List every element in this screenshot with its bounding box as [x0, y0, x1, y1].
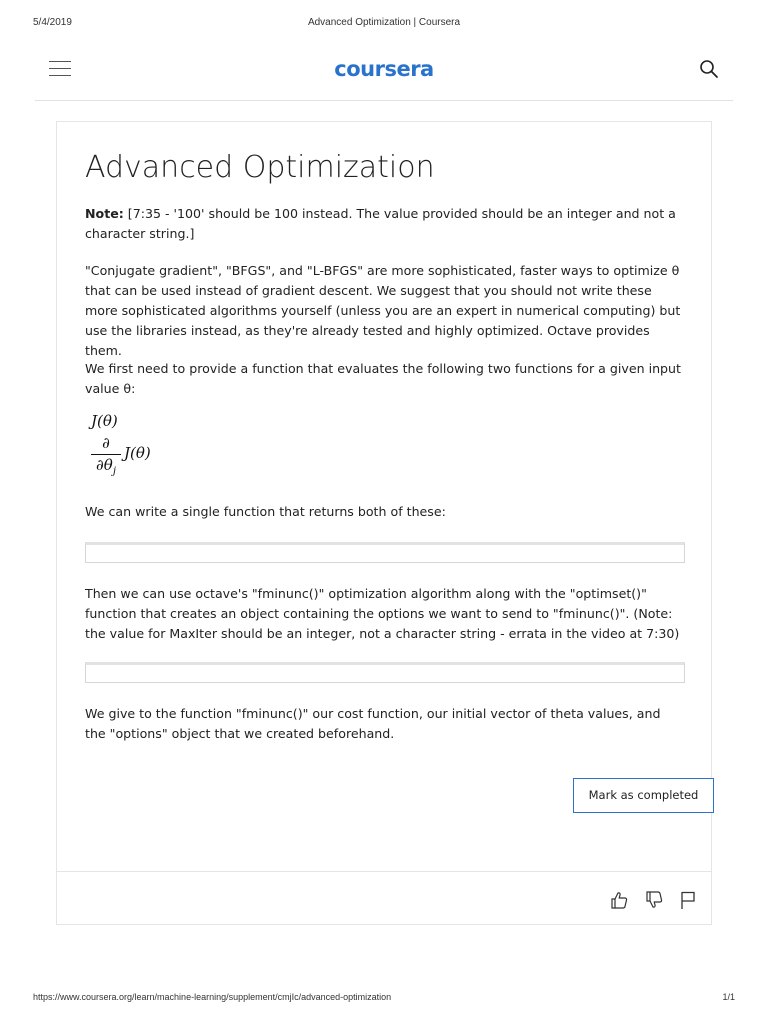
mark-as-completed-button[interactable]: Mark as completed: [573, 778, 714, 813]
coursera-logo[interactable]: coursera: [334, 57, 434, 81]
first-need-paragraph: We first need to provide a function that evaluates the following two functions for a given input value θ:: [85, 361, 681, 396]
supplement-card: [56, 121, 712, 925]
print-title: Advanced Optimization | Coursera: [307, 17, 461, 28]
note-paragraph: [85, 204, 685, 244]
page-url: https://www.coursera.org/learn/machine-learning/supplement/cmjIc/advanced-optimization: [33, 992, 392, 1002]
print-header: [0, 17, 768, 33]
search-icon[interactable]: [699, 59, 719, 79]
fraction-bar: [91, 454, 121, 455]
partial-denominator-text: ∂θ: [96, 456, 113, 474]
partial-cost-function: J(θ): [124, 444, 151, 462]
single-function-paragraph: We can write a single function that returns both of these:: [85, 504, 446, 519]
partial-subscript: j: [112, 466, 116, 477]
fminunc-paragraph: Then we can use octave's "fminunc()" optimization algorithm along with the "optimset()" function that creates an object containing the options we want to send to "fminunc()". (Note: the value for MaxIter should be an integer, not a character string - errata in the video at 7:30): [85, 586, 680, 641]
print-date: 5/4/2019: [33, 17, 72, 28]
flag-icon[interactable]: [678, 890, 698, 910]
card-footer: [57, 871, 711, 926]
partial-numerator: ∂: [102, 434, 110, 452]
math-formulas: [91, 412, 211, 482]
page-title: Advanced Optimization: [85, 150, 435, 185]
intro-paragraph: "Conjugate gradient", "BFGS", and "L-BFGS" are more sophisticated, faster ways to optimize θ that can be used instead of gradient descent. We suggest that you should not write these more sophisticated algorithms yourself (unless you are an expert in numerical computing) but use the libraries instead, as they're already tested and highly optimized. Octave provides them.: [85, 263, 681, 358]
note-text: [7:35 - '100' should be 100 instead. The value provided should be an integer and not a character string.]: [85, 206, 676, 241]
page-count: 1/1: [722, 992, 735, 1002]
code-block-optimset[interactable]: [85, 662, 685, 683]
partial-denominator: [91, 456, 121, 477]
thumbs-up-icon[interactable]: [609, 890, 629, 910]
thumbs-down-icon[interactable]: [644, 890, 664, 910]
top-navigation-bar: [35, 50, 733, 101]
cost-function-formula: J(θ): [91, 412, 118, 430]
note-label: Note:: [85, 206, 124, 221]
code-block-cost-function[interactable]: [85, 542, 685, 563]
options-paragraph: We give to the function "fminunc()" our cost function, our initial vector of theta values, and the "options" object that we created beforehand.: [85, 706, 661, 741]
